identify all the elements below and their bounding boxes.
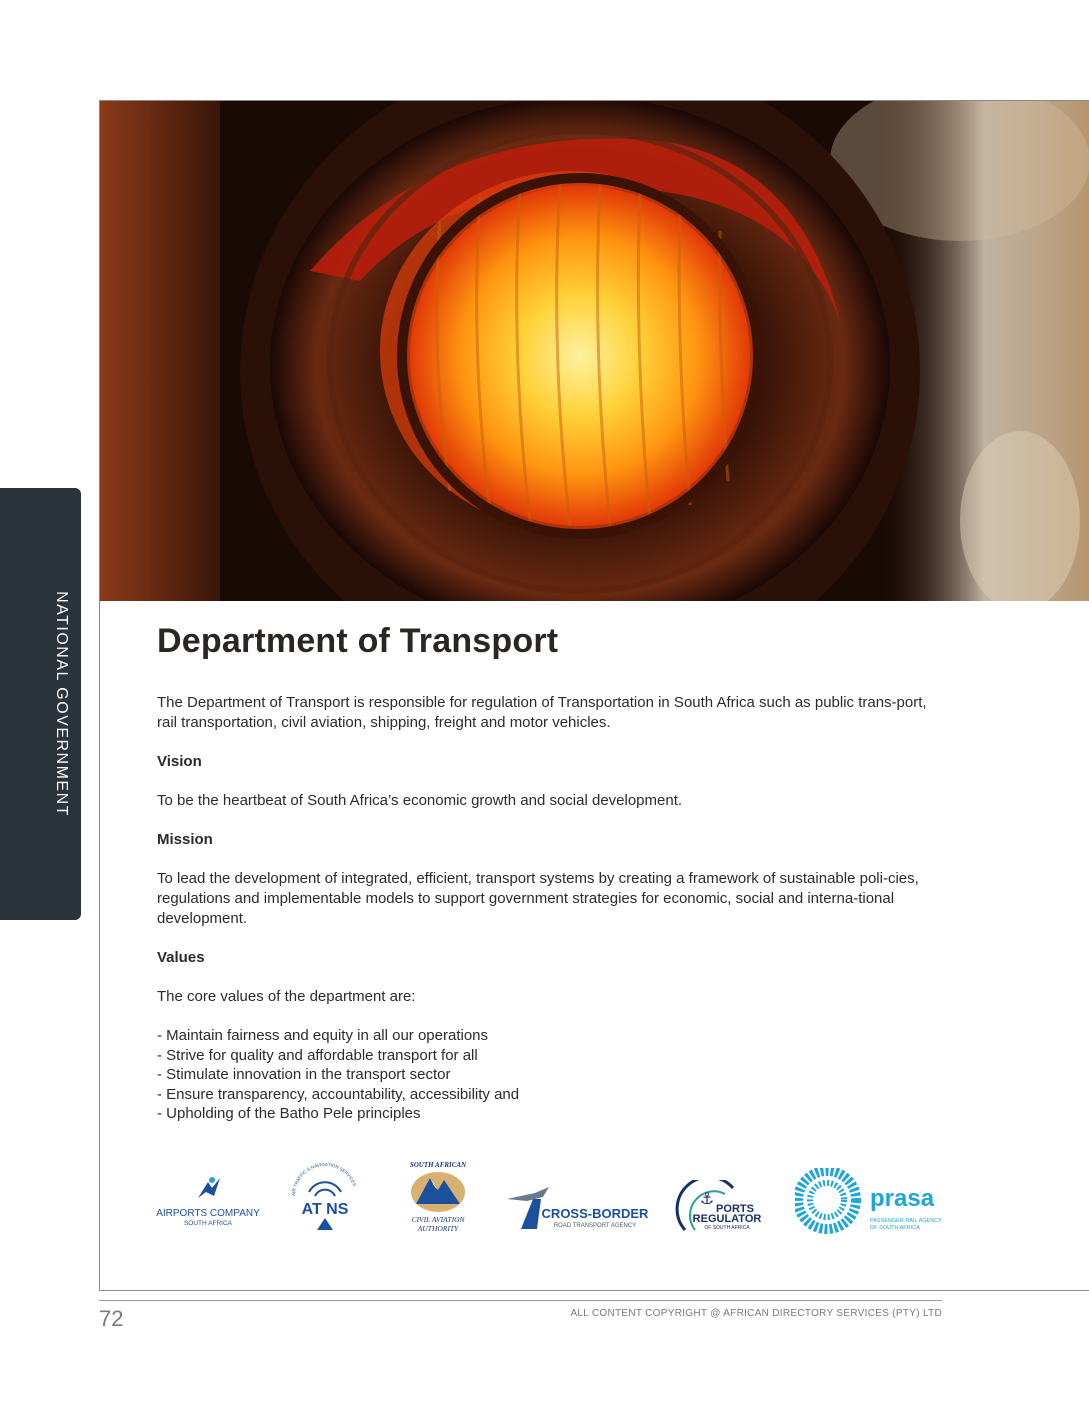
cross-border-sub: ROAD TRANSPORT AGENCY <box>553 1223 637 1229</box>
prasa-logo <box>795 1168 955 1238</box>
list-item: - Strive for quality and affordable transport for all <box>157 1046 478 1064</box>
hero-traffic-light-image <box>100 101 1089 601</box>
ports-line2: REGULATOR <box>692 1213 762 1225</box>
article <box>157 622 937 1124</box>
ports-regulator-logo <box>675 1180 765 1240</box>
ports-line3: OF SOUTH AFRICA <box>704 1225 750 1231</box>
list-item: - Maintain fairness and equity in all our operations <box>157 1027 489 1044</box>
footer-divider <box>99 1300 942 1301</box>
acsa-line1: AIRPORTS COMPANY <box>156 1208 260 1219</box>
list-item: - Stimulate innovation in the transport sector <box>157 1066 451 1084</box>
page-title: Department of Transport <box>157 622 559 660</box>
vision-text: To be the heartbeat of South Africa’s economic growth and social development. <box>157 792 683 809</box>
mission-heading: Mission <box>157 831 213 848</box>
cross-border-logo <box>505 1185 655 1235</box>
sacaa-bottom2: AUTHORITY <box>417 1224 459 1233</box>
values-heading: Values <box>157 949 205 966</box>
traffic-light-photo-icon <box>100 101 1089 601</box>
prasa-name: prasa <box>870 1185 935 1212</box>
anchor-icon: ⚓ <box>699 1189 715 1208</box>
ports-line1: PORTS <box>716 1203 754 1215</box>
atns-text: AT NS <box>301 1201 349 1218</box>
vision-heading: Vision <box>157 753 202 770</box>
values-intro: The core values of the department are: <box>157 988 416 1005</box>
sacaa-top: SOUTH AFRICAN <box>409 1161 467 1169</box>
agency-logos <box>150 1160 950 1240</box>
list-item: - Upholding of the Batho Pele principles <box>157 1105 421 1123</box>
sacaa-bottom1: CIVIL AVIATION <box>411 1215 465 1224</box>
prasa-sub1: PASSENGER RAIL AGENCY <box>870 1218 942 1224</box>
acsa-logo <box>150 1170 270 1230</box>
values-list <box>157 1026 937 1124</box>
section-side-tab-label: NATIONAL GOVERNMENT <box>53 591 70 817</box>
mission-text: To lead the development of integrated, efficient, transport systems by creating a framework of sustainable poli-cies, regulations and implementable models to support government strategies for economic, social and interna-tional development. <box>157 870 919 927</box>
acsa-line2: SOUTH AFRICA <box>183 1220 233 1227</box>
copyright-notice: ALL CONTENT COPYRIGHT @ AFRICAN DIRECTORY SERVICES (PTY) LTD <box>570 1308 942 1319</box>
sacaa-logo <box>400 1160 480 1240</box>
atns-logo <box>285 1160 365 1240</box>
atns-arc-text: AIR TRAFFIC & NAVIGATION SERVICES <box>290 1161 358 1197</box>
intro-paragraph: The Department of Transport is responsible for regulation of Transportation in South Africa such as public trans-port, rail transportation, civil aviation, shipping, freight and motor vehicles. <box>157 694 927 731</box>
page-number: 72 <box>99 1306 124 1331</box>
prasa-sub2: OF SOUTH AFRICA <box>870 1225 920 1231</box>
svg-text:AIR TRAFFIC & NAVIGATION SERVI <box>291 1162 357 1196</box>
cross-border-name: CROSS-BORDER <box>541 1206 649 1221</box>
list-item: - Ensure transparency, accountability, accessibility and <box>157 1085 520 1103</box>
